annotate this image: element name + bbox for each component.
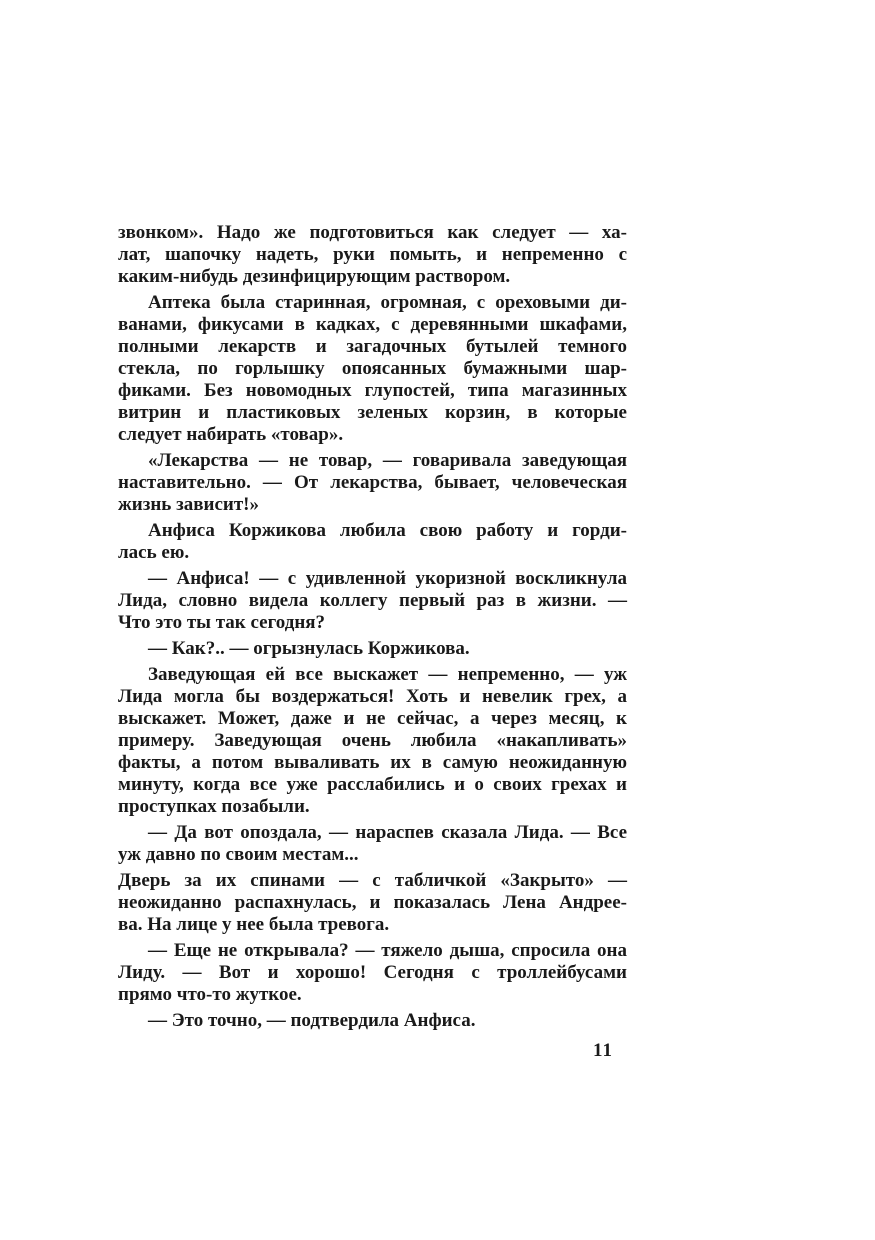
page-text [118,222,627,1032]
text-line: Заведующая ей все выскажет — непременно, — уж [148,664,627,685]
page-number: 11 [593,1040,613,1061]
paragraph [118,222,627,288]
text-line: Лида могла бы воздержаться! Хоть и невелик грех, а [118,686,627,707]
text-line: звонком». Надо же подготовиться как следует — ха- [118,222,627,243]
paragraph [118,1010,627,1032]
text-line: каким-нибудь дезинфицирующим раствором. [118,266,511,287]
text-line: проступках позабыли. [118,796,310,817]
paragraph [118,870,627,936]
text-line: примеру. Заведующая очень любила «накапливать» [118,730,627,751]
text-line: — Еще не открывала? — тяжело дыша, спросила она [148,940,627,961]
text-line: Что это ты так сегодня? [118,612,326,633]
paragraph [118,568,627,634]
text-line: — Это точно, — подтвердила Анфиса. [148,1010,476,1031]
paragraph [118,664,627,818]
text-line: Дверь за их спинами — с табличкой «Закрыто» — [118,870,627,891]
text-line: ванами, фикусами в кадках, с деревянными шкафами, [118,314,627,335]
text-line: ва. На лице у нее была тревога. [118,914,390,935]
text-line: выскажет. Может, даже и не сейчас, а через месяц, к [118,708,627,729]
text-line: Лида, словно видела коллегу первый раз в жизни. — [118,590,627,611]
text-line: уж давно по своим местам... [118,844,359,865]
text-line: прямо что-то жуткое. [118,984,302,1005]
text-line: жизнь зависит!» [118,494,259,515]
paragraph [118,520,627,564]
text-line: стекла, по горлышку опоясанных бумажными шар- [118,358,627,379]
text-line: Лиду. — Вот и хорошо! Сегодня с троллейбусами [118,962,627,983]
text-line: полными лекарств и загадочных бутылей темного [118,336,627,357]
text-line: минуту, когда все уже расслабились и о своих грехах и [118,774,627,795]
text-line: — Да вот опоздала, — нараспев сказала Лида. — Все [148,822,627,843]
paragraph [118,638,627,660]
text-line: фиками. Без новомодных глупостей, типа магазинных [118,380,627,401]
text-line: Анфиса Коржикова любила свою работу и горди- [148,520,627,541]
text-line: — Анфиса! — с удивленной укоризной воскликнула [148,568,627,589]
text-line: — Как?.. — огрызнулась Коржикова. [148,638,470,659]
text-line: витрин и пластиковых зеленых корзин, в которые [118,402,627,423]
text-line: неожиданно распахнулась, и показалась Лена Андрее- [118,892,627,913]
text-line: «Лекарства — не товар, — говаривала заведующая [148,450,627,471]
text-line: наставительно. — От лекарства, бывает, человеческая [118,472,627,493]
text-line: следует набирать «товар». [118,424,344,445]
paragraph [118,940,627,1006]
paragraph [118,450,627,516]
paragraph [118,822,627,866]
text-line: лась ею. [118,542,190,563]
paragraph [118,292,627,446]
text-line: лат, шапочку надеть, руки помыть, и непременно с [118,244,627,265]
text-line: Аптека была старинная, огромная, с ореховыми ди- [148,292,627,313]
text-line: факты, а потом вываливать их в самую неожиданную [118,752,627,773]
